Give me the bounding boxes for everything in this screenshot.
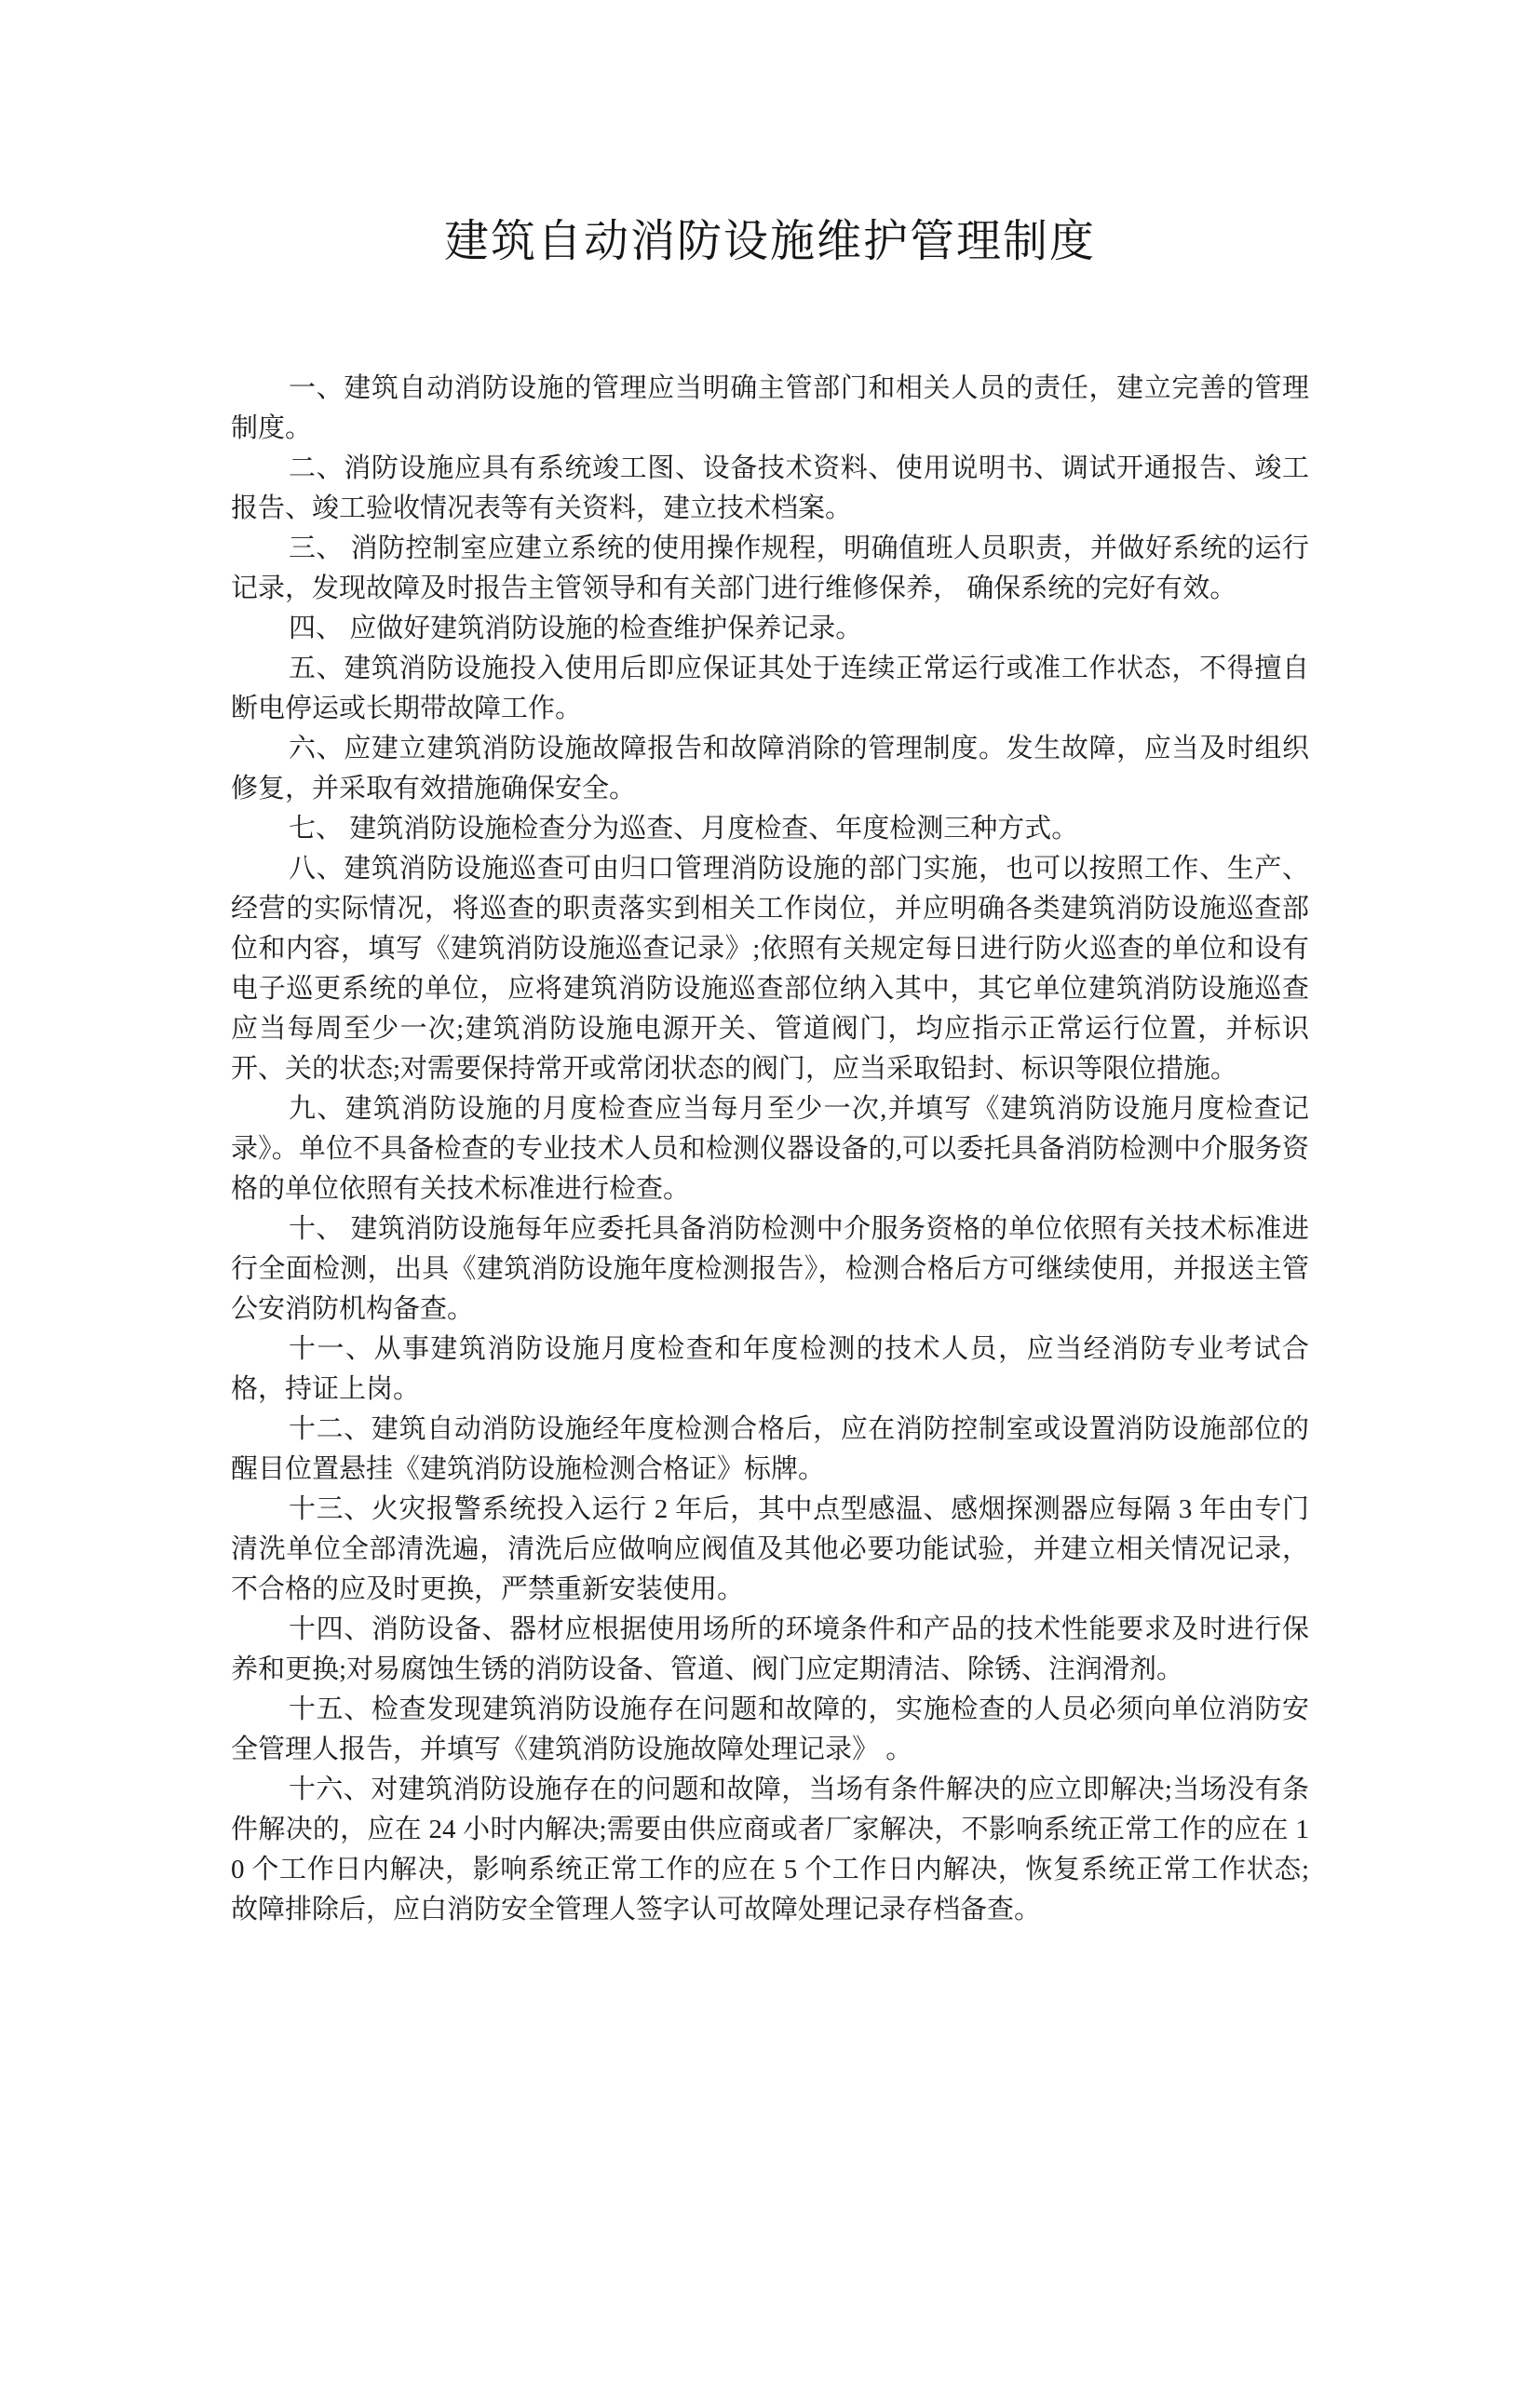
paragraph-4: 四、 应做好建筑消防设施的检查维护保养记录。: [289, 614, 863, 643]
paragraph-13: 十三、火灾报警系统投入运行 2 年后，其中点型感温、感烟探测器应每隔 3 年由专门清洗单位全部清洗遍，清洗后应做响应阀值及其他必要功能试验，并建立相关情况记录，不合格的应及时更换，严禁重新安装使用。: [231, 1494, 1309, 1604]
paragraph-12: 十二、建筑自动消防设施经年度检测合格后，应在消防控制室或设置消防设施部位的醒目位置悬挂《建筑消防设施检测合格证》标牌。: [231, 1414, 1309, 1484]
document-body: [0, 369, 1540, 1930]
paragraph-8: 八、建筑消防设施巡查可由归口管理消防设施的部门实施，也可以按照工作、生产、经营的实际情况，将巡查的职责落实到相关工作岗位，并应明确各类建筑消防设施巡查部位和内容，填写《建筑消防设施巡查记录》;依照有关规定每日进行防火巡查的单位和设有电子巡更系统的单位，应将建筑消防设施巡查部位纳入其中，其它单位建筑消防设施巡查应当每周至少一次;建筑消防设施电源开关、管道阀门，均应指示正常运行位置，并标识开、关的状态;对需要保持常开或常闭状态的阀门，应当采取铅封、标识等限位措施。: [231, 854, 1309, 1084]
paragraph-3: 三、 消防控制室应建立系统的使用操作规程，明确值班人员职责，并做好系统的运行记录，发现故障及时报告主管领导和有关部门进行维修保养， 确保系统的完好有效。: [231, 533, 1309, 603]
paragraph-7: 七、 建筑消防设施检查分为巡查、月度检查、年度检测三种方式。: [289, 814, 1079, 844]
paragraph-15: 十五、检查发现建筑消防设施存在问题和故障的，实施检查的人员必须向单位消防安全管理人报告，并填写《建筑消防设施故障处理记录》 。: [231, 1695, 1309, 1764]
paragraph-16: 十六、对建筑消防设施存在的问题和故障，当场有条件解决的应立即解决;当场没有条件解决的，应在 24 小时内解决;需要由供应商或者厂家解决，不影响系统正常工作的应在 10 个工作日内解决，影响系统正常工作的应在 5 个工作日内解决，恢复系统正常工作状态;故障排除后，应白消防安全管理人签字认可故障处理记录存档备查。: [231, 1775, 1309, 1924]
paragraph-1: 一、建筑自动消防设施的管理应当明确主管部门和相关人员的责任，建立完善的管理制度。: [231, 373, 1309, 443]
paragraph-2: 二、消防设施应具有系统竣工图、设备技术资料、使用说明书、调试开通报告、竣工报告、竣工验收情况表等有关资料，建立技术档案。: [231, 453, 1309, 523]
paragraph-6: 六、应建立建筑消防设施故障报告和故障消除的管理制度。发生故障，应当及时组织修复，并采取有效措施确保安全。: [231, 734, 1309, 803]
paragraph-10: 十、 建筑消防设施每年应委托具备消防检测中介服务资格的单位依照有关技术标准进行全面检测，出具《建筑消防设施年度检测报告》，检测合格后方可继续使用，并报送主管公安消防机构备查。: [231, 1214, 1309, 1324]
paragraph-9: 九、建筑消防设施的月度检查应当每月至少一次,并填写《建筑消防设施月度检查记录》。单位不具备检查的专业技术人员和检测仪器设备的,可以委托具备消防检测中介服务资格的单位依照有关技术标准进行检查。: [231, 1094, 1309, 1204]
document-page: [0, 212, 1540, 2390]
document-title: 建筑自动消防设施维护管理制度: [443, 217, 1096, 266]
paragraph-14: 十四、消防设备、器材应根据使用场所的环境条件和产品的技术性能要求及时进行保养和更换;对易腐蚀生锈的消防设备、管道、阀门应定期清洁、除锈、注润滑剂。: [231, 1614, 1309, 1684]
paragraph-11: 十一、从事建筑消防设施月度检查和年度检测的技术人员，应当经消防专业考试合格，持证上岗。: [231, 1334, 1309, 1404]
paragraph-5: 五、建筑消防设施投入使用后即应保证其处于连续正常运行或准工作状态，不得擅自断电停运或长期带故障工作。: [231, 654, 1309, 723]
